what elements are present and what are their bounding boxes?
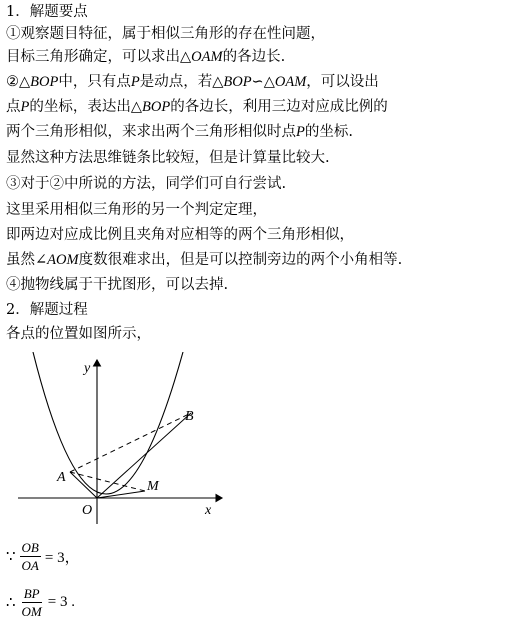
text-line-11: ④抛物线属于干扰图形，可以去掉. [6,277,229,293]
text-line-10: 虽然∠AOM度数很难求出，但是可以控制旁边的两个小角相等. [6,252,403,268]
therefore-symbol: ∴ [6,595,16,611]
section-1-title: 1．解题要点 [6,4,88,20]
point-m-label: M [147,479,159,494]
text-line-12: 各点的位置如图所示， [6,326,151,342]
text-line-5: 两个三角形相似，来求出两个三角形相似时点P的坐标. [6,124,353,140]
origin-label: O [82,503,93,518]
equation-1 [6,540,80,573]
fraction-denominator: OM [21,604,42,619]
text-line-9: 即两边对应成比例且夹角对应相等的两个三角形相似， [6,227,354,243]
parabola-curve [33,352,183,494]
text-line-2: 目标三角形确定，可以求出△OAM的各边长. [6,49,286,65]
fraction-ob-oa [20,540,41,573]
segment-oa [70,472,97,498]
text-line-7: ③对于②中所说的方法，同学们可自行尝试. [6,176,287,192]
section-2-title: 2．解题过程 [6,302,88,318]
fraction-bp-om [20,586,44,619]
fraction-denominator: OA [21,558,39,573]
text-line-3: ②△BOP中，只有点P是动点，若△BOP∽△OAM，可以设出 [6,74,379,90]
equation-2 [6,586,75,619]
equation-rhs: = 3， [44,550,80,566]
text-line-6: 显然这种方法思维链条比较短，但是计算量比较大. [6,150,330,166]
text-line-8: 这里采用相似三角形的另一个判定定理， [6,202,267,218]
fraction-numerator: OB [21,540,39,555]
y-axis-label: y [84,361,91,376]
because-symbol: ∵ [6,549,16,565]
segment-ob [97,413,191,498]
text-line-4: 点P的坐标，表达出△BOP的各边长，利用三边对应成比例的 [6,99,388,115]
fraction-numerator: BP [23,586,40,601]
text-line-1: ①观察题目特征，属于相似三角形的存在性问题， [6,26,325,42]
segment-ab-dashed [70,413,191,472]
point-a-label: A [57,470,66,485]
equation-rhs: = 3 . [47,594,75,610]
point-b-label: B [185,409,194,424]
x-axis-label: x [205,503,212,518]
coordinate-figure [0,352,240,532]
